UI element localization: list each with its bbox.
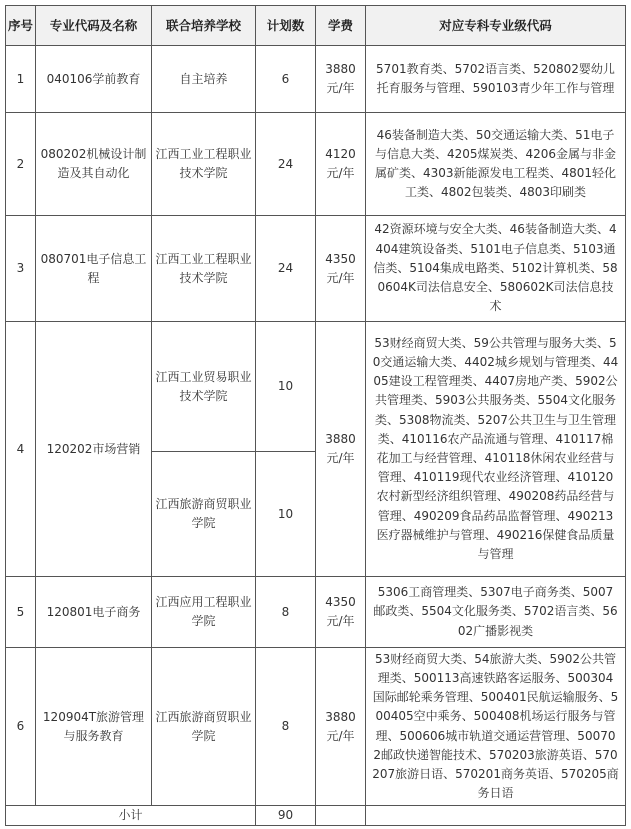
subtotal-empty-fee [316,806,366,826]
row-school: 江西旅游商贸职业学院 [152,452,256,577]
row-school: 江西应用工程职业学院 [152,577,256,648]
row-school: 江西旅游商贸职业学院 [152,648,256,806]
row-school: 江西工业工程职业技术学院 [152,113,256,216]
row-plan: 24 [256,113,316,216]
row-codes: 53财经商贸大类、59公共管理与服务大类、50交通运输大类、4402城乡规划与管理类、4405建设工程管理类、4407房地产类、5902公共管理类、5903公共服务类、5504文化服务类、5308物流类、5207公共卫生与卫生管理类、410116农产品流通与管理、410117棉花加工与经营管理、410118休闲农业经营与管理、410119现代农业经济管理、410120农村新型经济组织管理、490208药品经营与管理、490209食品药品监督管理、490213医疗器械维护与管理、490216保健食品质量与管理 [366,322,626,577]
subtotal-row [6,806,626,826]
row-fee: 4350元/年 [316,577,366,648]
table-header-row [6,6,626,46]
row-codes: 42资源环境与安全大类、46装备制造大类、4404建筑设备类、5101电子信息类、5103通信类、5104集成电路类、5102计算机类、580604K司法信息安全、580602K司法信息技术 [366,216,626,322]
header-seq: 序号 [6,6,36,46]
table-row [6,113,626,216]
row-fee: 3880元/年 [316,322,366,577]
enrollment-plan-table [5,5,626,826]
row-seq: 2 [6,113,36,216]
subtotal-empty-codes [366,806,626,826]
row-fee: 4120元/年 [316,113,366,216]
row-plan: 8 [256,577,316,648]
table-row [6,648,626,806]
header-fee: 学费 [316,6,366,46]
row-fee: 3880元/年 [316,648,366,806]
row-major: 080701电子信息工程 [36,216,152,322]
row-major: 120801电子商务 [36,577,152,648]
row-plan: 10 [256,322,316,452]
row-codes: 46装备制造大类、50交通运输大类、51电子与信息大类、4205煤炭类、4206金属与非金属矿类、4303新能源发电工程类、4801轻化工类、4802包装类、4803印刷类 [366,113,626,216]
row-seq: 5 [6,577,36,648]
row-major: 120904T旅游管理与服务教育 [36,648,152,806]
row-seq: 4 [6,322,36,577]
row-plan: 10 [256,452,316,577]
row-school: 自主培养 [152,46,256,113]
row-plan: 6 [256,46,316,113]
header-school: 联合培养学校 [152,6,256,46]
row-plan: 8 [256,648,316,806]
table-row [6,216,626,322]
row-major: 120202市场营销 [36,322,152,577]
row-seq: 3 [6,216,36,322]
header-plan: 计划数 [256,6,316,46]
header-codes: 对应专科专业级代码 [366,6,626,46]
row-major: 040106学前教育 [36,46,152,113]
row-school: 江西工业贸易职业技术学院 [152,322,256,452]
subtotal-label: 小计 [6,806,256,826]
row-seq: 1 [6,46,36,113]
row-school: 江西工业工程职业技术学院 [152,216,256,322]
row-fee: 3880元/年 [316,46,366,113]
row-codes: 5306工商管理类、5307电子商务类、5007邮政类、5504文化服务类、5702语言类、5602广播影视类 [366,577,626,648]
table-row [6,577,626,648]
row-major: 080202机械设计制造及其自动化 [36,113,152,216]
header-major: 专业代码及名称 [36,6,152,46]
row-plan: 24 [256,216,316,322]
row-fee: 4350元/年 [316,216,366,322]
row-seq: 6 [6,648,36,806]
row-codes: 5701教育类、5702语言类、520802婴幼儿托育服务与管理、590103青少年工作与管理 [366,46,626,113]
table-row [6,322,626,452]
subtotal-value: 90 [256,806,316,826]
table-row [6,46,626,113]
row-codes: 53财经商贸大类、54旅游大类、5902公共管理类、500113高速铁路客运服务、500304国际邮轮乘务管理、500401民航运输服务、500405空中乘务、500408机场运行服务与管理、500606城市轨道交通运营管理、500702邮政快递智能技术、570203旅游英语、570207旅游日语、570201商务英语、570205商务日语 [366,648,626,806]
